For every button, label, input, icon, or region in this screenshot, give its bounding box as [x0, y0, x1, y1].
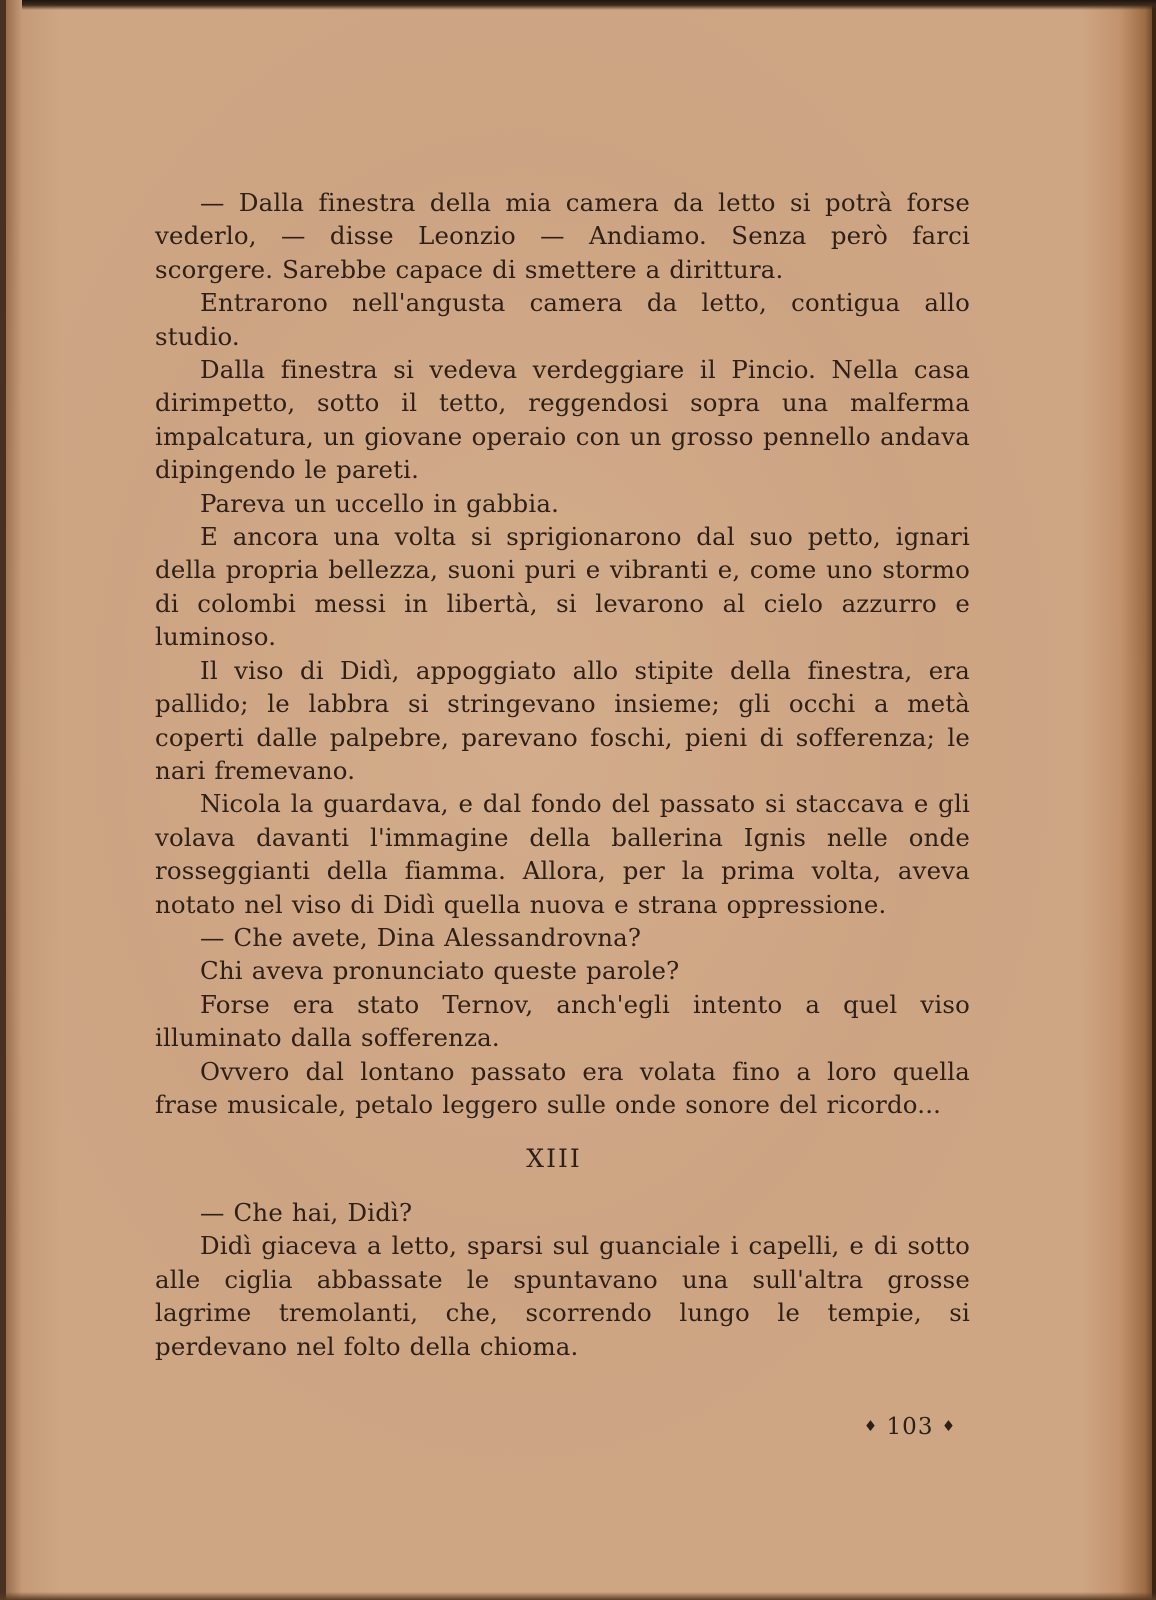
page-bottom-edge [0, 1592, 1156, 1600]
body-text-section-2 [155, 1196, 970, 1363]
page-number: 103 [886, 1414, 934, 1440]
paragraph: — Dalla finestra della mia camera da letto si potrà forse vederlo, — disse Leonzio — Andiamo. Senza però farci scorgere. Sarebbe capace di smettere a dirittura. [155, 188, 970, 284]
page-number-footer [855, 1414, 965, 1440]
paragraph: Forse era stato Ternov, anch'egli intento a quel viso illuminato dalla sofferenza. [155, 989, 970, 1053]
paragraph: Didì giaceva a letto, sparsi sul guanciale i capelli, e di sotto alle ciglia abbassate le spuntavano una sull'altra grosse lagrime tremolanti, che, scorrendo lungo le tempie, si perdevano nel folto della chioma. [155, 1231, 970, 1361]
body-text-section-1 [155, 186, 970, 1121]
paragraph: Dalla finestra si vedeva verdeggiare il Pincio. Nella casa dirimpetto, sotto il tetto, reggendosi sopra una malferma impalcatura, un giovane operaio con un grosso pennello andava dipingendo le pareti. [155, 355, 970, 485]
chapter-heading: XIII [526, 1144, 582, 1173]
paragraph: Nicola la guardava, e dal fondo del passato si staccava e gli volava davanti l'immagine della ballerina Ignis nelle onde rosseggianti della fiamma. Allora, per la prima volta, aveva notato nel viso di Didì quella nuova e strana oppressione. [155, 789, 970, 919]
paragraph: Il viso di Didì, appoggiato allo stipite della finestra, era pallido; le labbra si stringevano insieme; gli occhi a metà coperti dalle palpebre, parevano foschi, pieni di sofferenza; le nari fremevano. [155, 655, 970, 785]
page-right-edge [1152, 0, 1156, 1600]
paragraph: — Che avete, Dina Alessandrovna? [200, 922, 642, 952]
diamond-ornament-icon: ♦ [863, 1417, 879, 1435]
paragraph: E ancora una volta si sprigionarono dal suo petto, ignari della propria bellezza, suoni puri e vibranti e, come uno stormo di colombi messi in libertà, si levarono al cielo azzurro e luminoso. [155, 522, 970, 652]
page-top-edge [22, 0, 1156, 10]
paragraph: — Che hai, Didì? [200, 1198, 413, 1227]
paragraph: Ovvero dal lontano passato era volata fino a loro quella frase musicale, petalo leggero sulle onde sonore del ricordo... [155, 1056, 970, 1119]
diamond-ornament-icon: ♦ [941, 1417, 957, 1435]
paragraph: Entrarono nell'angusta camera da letto, contigua allo studio. [155, 288, 970, 351]
page-left-edge [0, 0, 6, 1600]
paragraph: Chi aveva pronunciato queste parole? [200, 956, 680, 986]
paragraph: Pareva un uccello in gabbia. [200, 488, 560, 518]
